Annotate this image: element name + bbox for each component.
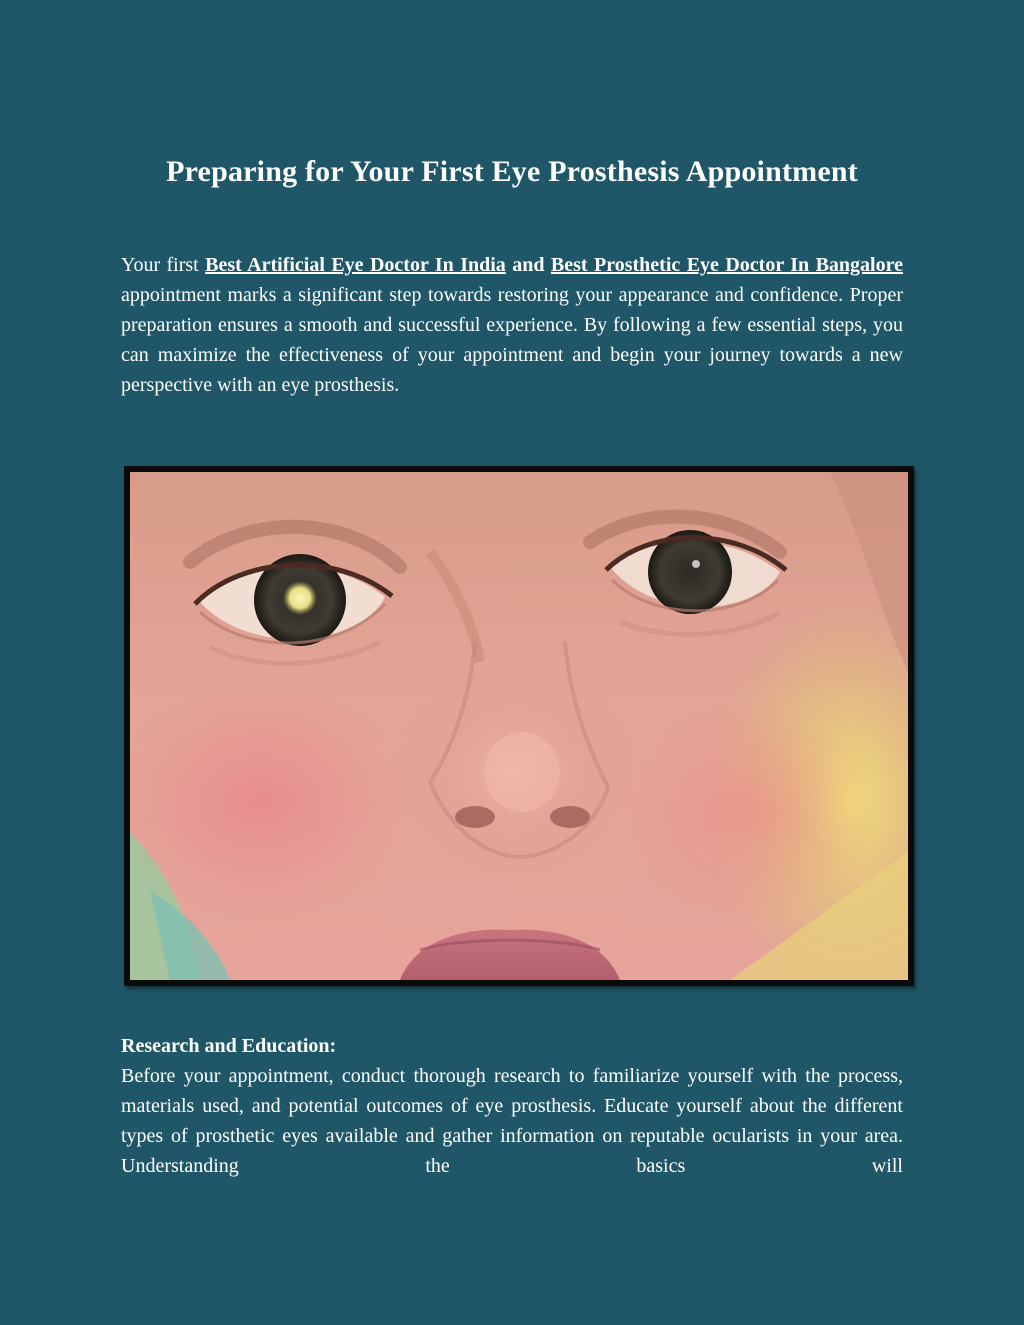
intro-conjunction-text: and (505, 254, 551, 276)
page-title: Preparing for Your First Eye Prosthesis Appointment (166, 155, 858, 188)
intro-lead-text: Your first (121, 254, 206, 276)
artificial-eye-doctor-link[interactable]: Best Artificial Eye Doctor In India (205, 254, 506, 276)
child-eye-photo-frame (124, 466, 914, 986)
prosthetic-eye-doctor-link[interactable]: Best Prosthetic Eye Doctor In Bangalore (550, 254, 904, 276)
child-eye-photo (130, 472, 908, 980)
intro-paragraph (121, 250, 903, 400)
section-paragraph: Before your appointment, conduct thorough research to familiarize yourself with the process, materials used, and potential outcomes of eye prosthesis. Educate yourself about the different types of prosthetic eyes available and gather information on reputable ocularists in your area. Understanding the basics will (121, 1065, 903, 1177)
intro-body-text: appointment marks a significant step towards restoring your appearance and confidence. Proper preparation ensures a smooth and successful experience. By following a few essential steps, you can maximize the effectiveness of your appointment and begin your journey towards a new perspective with an eye prosthesis. (121, 284, 903, 396)
section-heading: Research and Education: (121, 1035, 337, 1057)
